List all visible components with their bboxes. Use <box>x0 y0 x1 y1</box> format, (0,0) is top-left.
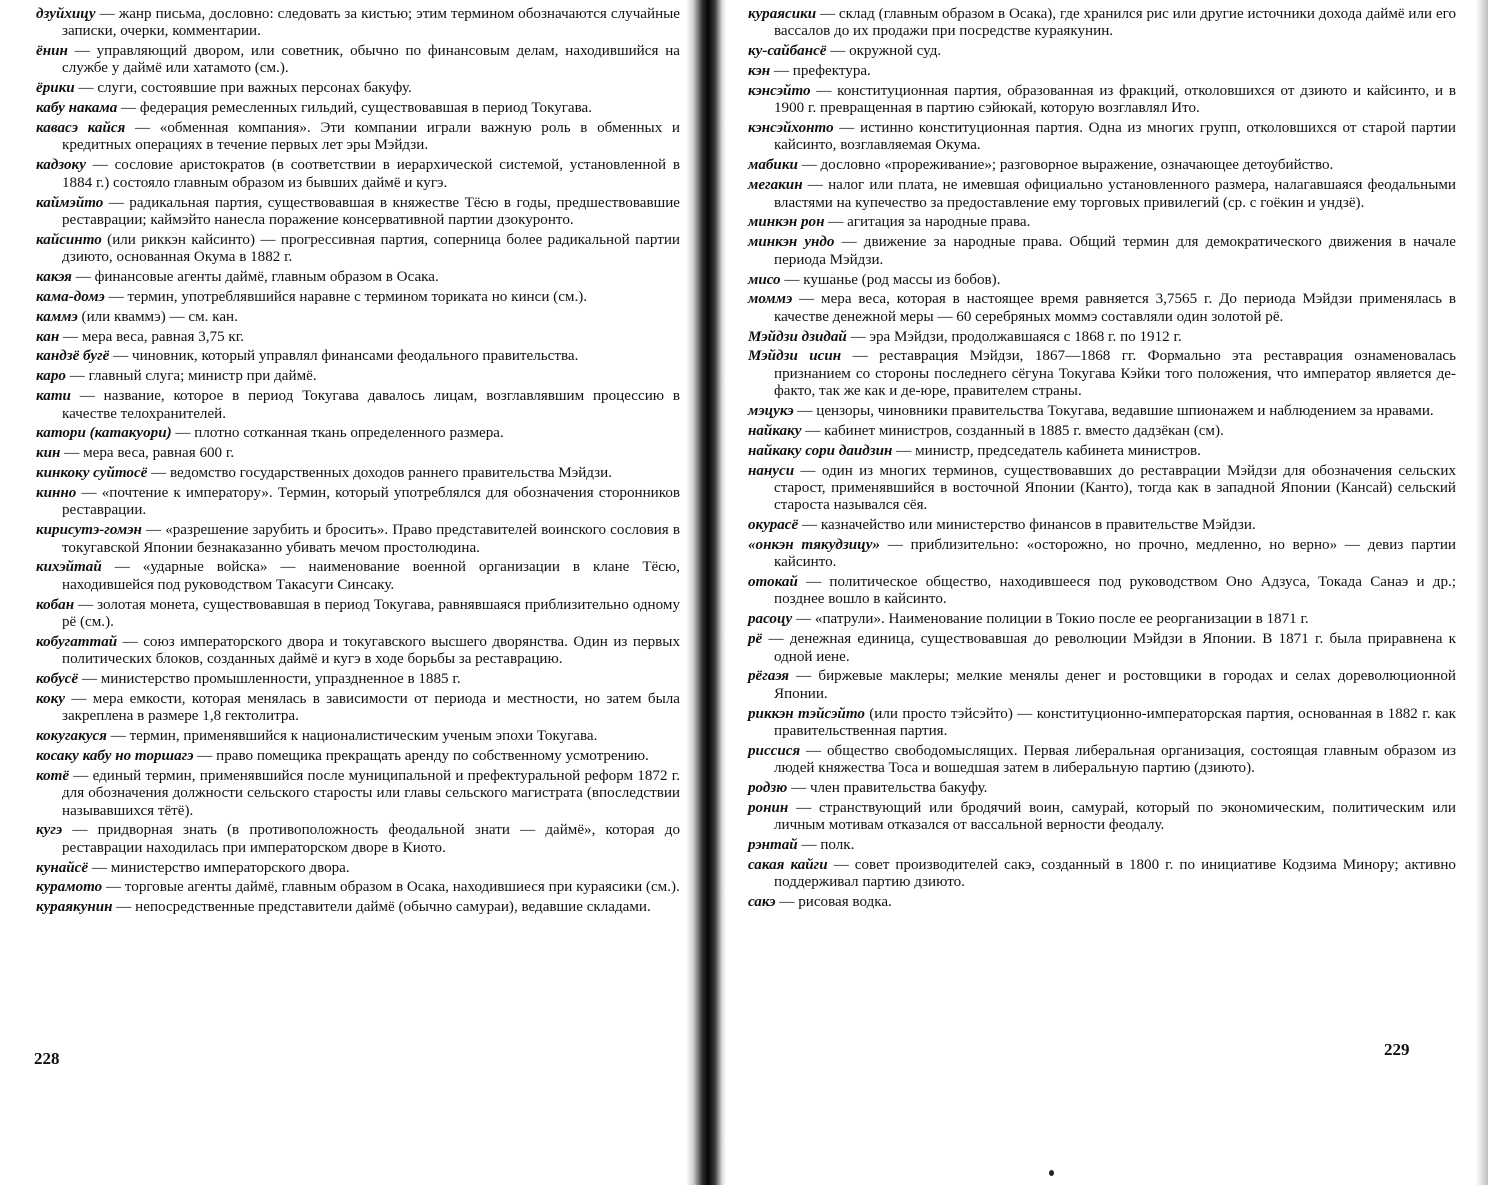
glossary-term: окурасё <box>748 517 799 534</box>
glossary-definition: — федерация ремесленных гильдий, существовавшая в период Токугава. <box>117 100 593 117</box>
right-page <box>728 0 1476 914</box>
glossary-entry <box>36 634 680 669</box>
glossary-definition: — полк. <box>797 837 855 854</box>
glossary-entry <box>36 597 680 632</box>
glossary-term: кэнсэйто <box>748 82 811 99</box>
glossary-entry <box>748 517 1456 534</box>
glossary-definition: — общество свободомыслящих. Первая либеральная организация, состоящая главным образом из людей княжества Тоса и вошедшая затем в либеральную партию (дзиюто). <box>774 742 1456 777</box>
glossary-term: кураякунин <box>36 899 113 916</box>
glossary-entry <box>36 348 680 365</box>
glossary-term: ёрики <box>36 80 75 97</box>
glossary-entry <box>748 291 1456 326</box>
glossary-entry <box>36 485 680 520</box>
glossary-definition: — конституционная партия, образованная из фракций, отколовшихся от дзиюто и кайсинто, и в 1900 г. превращенная в партию сэйюкай, которую возглавлял Ито. <box>774 82 1456 117</box>
glossary-term: родзю <box>748 780 788 797</box>
glossary-entry <box>36 879 680 896</box>
glossary-entry <box>748 177 1456 212</box>
glossary-definition: — кабинет министров, созданный в 1885 г. вместо дадзёкан (см). <box>801 422 1224 439</box>
glossary-entry <box>36 425 680 442</box>
glossary-term: рёгаэя <box>748 668 790 685</box>
glossary-definition: — золотая монета, существовавшая в период Токугава, равнявшаяся приблизительно одному рё (см.). <box>62 596 680 630</box>
glossary-definition: (или риккэн кайсинто) — прогрессивная партия, соперница более радикальной партии дзиюто, основанная Окума в 1882 г. <box>62 231 680 266</box>
glossary-definition: — министр, председатель кабинета министров. <box>892 442 1201 459</box>
glossary-term: мэцукэ <box>748 402 794 419</box>
glossary-term: кан <box>36 328 60 345</box>
glossary-entry <box>748 272 1456 289</box>
left-page <box>0 0 700 919</box>
page-number-left: 228 <box>34 1049 60 1068</box>
glossary-term: кобусё <box>36 671 79 688</box>
glossary-term: кама-домэ <box>36 288 105 305</box>
glossary-term: кугэ <box>36 822 63 839</box>
glossary-entry <box>36 671 680 688</box>
glossary-definition: — непосредственные представители даймё (обычно самураи), ведавшие складами. <box>112 899 651 916</box>
glossary-term: рэнтай <box>748 837 798 854</box>
glossary-definition: — право помещика прекращать аренду по собственному усмотрению. <box>193 748 649 765</box>
glossary-term: каммэ <box>36 308 78 325</box>
glossary-term: мегакин <box>748 177 803 194</box>
glossary-entry <box>36 309 680 326</box>
glossary-definition: — окружной суд. <box>826 43 942 60</box>
glossary-entry <box>36 899 680 916</box>
glossary-definition: — министерство промышленности, упраздненное в 1885 г. <box>78 671 461 688</box>
glossary-term: кокугакуся <box>36 728 107 745</box>
glossary-term: кандзё бугё <box>36 348 110 365</box>
glossary-definition: — налог или плата, не имевшая официально установленного размера, налагавшаяся феодальными властями на купечество за предоставление ему торговых привилегий (ср. с гоёкин и ундзё). <box>774 177 1456 211</box>
glossary-entry <box>36 691 680 726</box>
glossary-term: кунайсё <box>36 859 89 876</box>
glossary-definition: — мера веса, равная 3,75 кг. <box>59 328 245 345</box>
glossary-entry <box>36 195 680 230</box>
glossary-entry <box>748 6 1456 41</box>
glossary-entry <box>748 83 1456 118</box>
glossary-definition: — «разрешение зарубить и бросить». Право представителей воинского сословия в токугавской Японии безнаказанно убивать мечом простолюдина. <box>62 522 680 556</box>
glossary-entry <box>36 6 680 41</box>
glossary-term: кадзоку <box>36 157 86 174</box>
glossary-term: котё <box>36 767 70 784</box>
glossary-definition: — ведомство государственных доходов раннего правительства Мэйдзи. <box>147 465 612 482</box>
glossary-definition: — биржевые маклеры; мелкие менялы денег и ростовщики в городах и селах дореволюционной Японии. <box>774 668 1456 702</box>
glossary-entry <box>36 860 680 877</box>
glossary-entry <box>36 748 680 765</box>
glossary-definition: — странствующий или бродячий воин, самурай, который по экономическим, политическим или личным мотивам отказался от вассальной верности феодалу. <box>774 799 1456 834</box>
glossary-term: кайсинто <box>36 231 102 248</box>
glossary-term: минкэн ундо <box>748 234 835 251</box>
glossary-entry <box>748 668 1456 703</box>
glossary-definition: — агитация за народные права. <box>824 214 1031 231</box>
glossary-definition: — финансовые агенты даймё, главным образом в Осака. <box>71 268 439 285</box>
glossary-definition: — радикальная партия, существовавшая в княжестве Тёсю в годы, предшествовавшие реставрации; каймэйто нанесла поражение консервативной партии дзокуронто. <box>62 194 680 228</box>
glossary-term: Мэйдзи дзидай <box>748 328 847 345</box>
glossary-definition: — термин, употреблявшийся наравне с термином ториката но кинси (см.). <box>104 288 588 305</box>
glossary-term: мабики <box>748 157 798 174</box>
glossary-definition: — приблизительно: «осторожно, но прочно, медленно, но верно» — девиз партии кайсинто. <box>774 537 1456 571</box>
glossary-entry <box>36 100 680 117</box>
glossary-term: нануси <box>748 462 795 479</box>
glossary-definition: — движение за народные права. Общий термин для демократического движения в начале периода Мэйдзи. <box>774 234 1456 268</box>
glossary-definition: — главный слуга; министр при даймё. <box>65 368 317 385</box>
glossary-definition: — рисовая водка. <box>775 894 892 911</box>
glossary-definition: — префектура. <box>770 63 871 80</box>
glossary-entry <box>748 43 1456 60</box>
glossary-definition: — цензоры, чиновники правительства Токугава, ведавшие шпионажем и наблюдением за нравами. <box>793 402 1434 419</box>
glossary-term: дзуйхицу <box>36 6 96 22</box>
glossary-entry <box>36 289 680 306</box>
glossary-entry <box>36 522 680 557</box>
glossary-term: кобан <box>36 596 75 613</box>
glossary-term: ронин <box>748 799 789 816</box>
glossary-definition: — склад (главным образом в Осака), где хранился рис или другие источники дохода даймё или его вассалов до их продажи при посредстве кураякунин. <box>774 6 1456 40</box>
glossary-definition: — «почтение к императору». Термин, который употреблялся для обозначения сторонников реставрации. <box>62 485 680 519</box>
glossary-definition: — денежная единица, существовавшая до революции Мэйдзи в Японии. В 1871 г. была приравнена к одной иене. <box>762 631 1456 665</box>
glossary-term: каро <box>36 368 66 385</box>
glossary-entry <box>748 157 1456 174</box>
glossary-definition: — «ударные войска» — наименование военной организации в клане Тёсю, находившейся под руководством Такасуги Синсаку. <box>62 559 680 593</box>
glossary-term: Мэйдзи исин <box>748 348 842 365</box>
glossary-entry <box>36 768 680 820</box>
glossary-definition: (или кваммэ) — см. кан. <box>77 308 238 325</box>
glossary-entry <box>36 329 680 346</box>
glossary-entry <box>36 232 680 267</box>
glossary-term: кавасэ кайся <box>36 120 126 137</box>
glossary-entry <box>748 574 1456 609</box>
glossary-term: кинно <box>36 485 77 502</box>
glossary-term: ку-сайбансё <box>748 43 827 60</box>
glossary-entry <box>748 780 1456 797</box>
glossary-term: кэн <box>748 63 771 80</box>
glossary-term: кабу накама <box>36 100 118 117</box>
glossary-term: моммэ <box>748 291 793 308</box>
glossary-term: курамото <box>36 879 103 896</box>
glossary-term: косаку кабу но торшагэ <box>36 748 194 765</box>
glossary-entry <box>748 857 1456 892</box>
glossary-term: отокай <box>748 574 798 591</box>
glossary-term: кэнсэйхонто <box>748 120 834 137</box>
glossary-definition: (или просто тэйсэйто) — конституционно-императорская партия, основанная в 1882 г. как правительственная партия. <box>774 705 1456 739</box>
glossary-term: мисо <box>748 271 781 288</box>
glossary-term: кин <box>36 445 61 462</box>
glossary-definition: — мера веса, которая в настоящее время равняется 3,7565 г. До периода Мэйдзи применялась в качестве денежной меры — 60 серебряных моммэ составляли один золотой рё. <box>774 291 1456 325</box>
glossary-definition: — кушанье (род массы из бобов). <box>780 271 1001 288</box>
glossary-term: «онкэн тякудзицу» <box>748 537 880 553</box>
glossary-entry <box>748 463 1456 515</box>
glossary-term: коку <box>36 690 65 707</box>
glossary-definition: — управляющий двором, или советник, обычно по финансовым делам, находившийся на службе у даймё или хатамото (см.). <box>62 43 680 77</box>
glossary-entry <box>36 157 680 192</box>
glossary-entry <box>748 234 1456 269</box>
glossary-term: кинкоку суйтосё <box>36 465 148 482</box>
glossary-term: каймэйто <box>36 194 104 211</box>
glossary-definition: — казначейство или министерство финансов в правительстве Мэйдзи. <box>798 517 1256 534</box>
glossary-term: кихэйтай <box>36 559 102 576</box>
glossary-entry <box>748 537 1456 572</box>
glossary-entry <box>36 822 680 857</box>
glossary-definition: — плотно сотканная ткань определенного размера. <box>171 425 504 442</box>
glossary-entry <box>36 465 680 482</box>
glossary-definition: — придворная знать (в противоположность феодальной знати — даймё», которая до реставрации находилась при императорском дворе в Киото. <box>62 822 680 856</box>
glossary-entry <box>748 214 1456 231</box>
glossary-entry <box>36 368 680 385</box>
glossary-entry <box>36 559 680 594</box>
glossary-definition: — «обменная компания». Эти компании играли важную роль в обменных и кредитных операциях в течение первых лет эры Мэйдзи. <box>62 120 680 154</box>
glossary-entry <box>748 423 1456 440</box>
glossary-term: расоцу <box>748 611 793 628</box>
glossary-term: риссися <box>748 742 801 759</box>
glossary-definition: — истинно конституционная партия. Одна из многих групп, отколовшихся от старой партии кайсинто, возглавляемая Окума. <box>774 120 1456 154</box>
glossary-term: ёнин <box>36 43 68 60</box>
glossary-entry <box>748 743 1456 778</box>
glossary-definition: — реставрация Мэйдзи, 1867—1868 гг. Формально эта реставрация ознаменовалась признанием со стороны последнего сёгуна Токугава Кэйки того положения, что император является де-факто, так же как и де-юре, правителем страны. <box>774 348 1456 400</box>
glossary-definition: — совет производителей сакэ, созданный в 1800 г. по инициативе Кодзима Минору; активно поддерживал партию дзиюто. <box>774 856 1456 891</box>
glossary-definition: — член правительства бакуфу. <box>787 780 988 797</box>
glossary-term: какэя <box>36 268 72 285</box>
glossary-entry <box>36 120 680 155</box>
glossary-entry <box>748 611 1456 628</box>
glossary-definition: — слуги, состоявшие при важных персонах бакуфу. <box>74 80 412 97</box>
glossary-term: сакая кайги <box>748 856 828 873</box>
glossary-entry <box>748 329 1456 346</box>
glossary-entry <box>36 80 680 97</box>
glossary-term: кирисутэ-гомэн <box>36 522 142 539</box>
glossary-entry <box>36 388 680 423</box>
page-number-right: 229 <box>1384 1040 1410 1059</box>
glossary-definition: — единый термин, применявшийся после муниципальной и префектуральной реформ 1872 г. для обозначения должности сельского старосты или главы сельского магистрата (впоследствии называвшихся тётё). <box>62 767 680 819</box>
glossary-entry <box>36 445 680 462</box>
glossary-definition: — союз императорского двора и токугавского высшего дворянства. Один из первых политических блоков, созданных даймё и кугэ в ходе борьбы за реставрацию. <box>62 633 680 668</box>
glossary-term: кураясики <box>748 6 817 22</box>
glossary-definition: — «патрули». Наименование полиции в Токио после ее реорганизации в 1871 г. <box>792 611 1309 628</box>
glossary-definition: — мера емкости, которая менялась в зависимости от периода и местности, но затем была закреплена в размере 1,8 гектолитра. <box>62 690 680 725</box>
glossary-entry <box>748 348 1456 400</box>
glossary-definition: — дословно «прореживание»; разговорное выражение, означающее детоубийство. <box>797 157 1334 174</box>
glossary-entry <box>748 631 1456 666</box>
glossary-entry <box>748 800 1456 835</box>
glossary-entry <box>748 443 1456 460</box>
glossary-definition: — мера веса, равная 600 г. <box>60 445 235 462</box>
glossary-term: кати <box>36 388 71 405</box>
glossary-definition: — чиновник, который управлял финансами феодального правительства. <box>109 348 579 365</box>
glossary-definition: — политическое общество, находившееся под руководством Оно Адзуса, Токада Санаэ и др.; позднее вошло в кайсинто. <box>774 574 1456 608</box>
glossary-term: кобугаттай <box>36 633 118 650</box>
glossary-definition: — термин, применявшийся к националистическим ученым эпохи Токугава. <box>106 728 598 745</box>
glossary-definition: — жанр письма, дословно: следовать за кистью; этим термином обозначаются случайные записки, очерки, комментарии. <box>62 6 680 40</box>
page-edge-shadow <box>1476 0 1488 1185</box>
glossary-entry <box>748 837 1456 854</box>
ink-speck <box>1049 1170 1054 1176</box>
glossary-term: катори (катакуори) <box>36 425 172 442</box>
glossary-term: минкэн рон <box>748 214 825 231</box>
glossary-entry <box>748 706 1456 741</box>
glossary-entry <box>748 63 1456 80</box>
glossary-term: рё <box>748 631 763 648</box>
glossary-definition: — название, которое в период Токугава давалось лицам, возглавлявшим процессию в качестве телохранителей. <box>62 388 680 422</box>
glossary-term: найкаку <box>748 422 802 439</box>
glossary-definition: — министерство императорского двора. <box>88 859 350 876</box>
glossary-definition: — эра Мэйдзи, продолжавшаяся с 1868 г. по 1912 г. <box>846 328 1182 345</box>
glossary-term: сакэ <box>748 894 776 911</box>
glossary-entry <box>36 43 680 78</box>
glossary-entry <box>748 120 1456 155</box>
glossary-entry <box>36 269 680 286</box>
glossary-entry <box>36 728 680 745</box>
book-gutter <box>686 0 726 1185</box>
glossary-term: найкаку сори даидзин <box>748 442 893 459</box>
glossary-entry <box>748 894 1456 911</box>
glossary-entry <box>748 403 1456 420</box>
glossary-definition: — торговые агенты даймё, главным образом в Осака, находившиеся при кураясики (см.). <box>102 879 680 896</box>
glossary-term: риккэн тэйсэйто <box>748 705 865 722</box>
glossary-definition: — один из многих терминов, существовавших до реставрации Мэйдзи для обозначения сельских старост, применявшийся в восточной Японии (Канто), тогда как в западной Японии (Кансай) сельский староста назывался сёя. <box>774 462 1456 514</box>
glossary-definition: — сословие аристократов (в соответствии в иерархической системой, установленной в 1884 г.) состояло главным образом из бывших даймё и кугэ. <box>62 157 680 191</box>
